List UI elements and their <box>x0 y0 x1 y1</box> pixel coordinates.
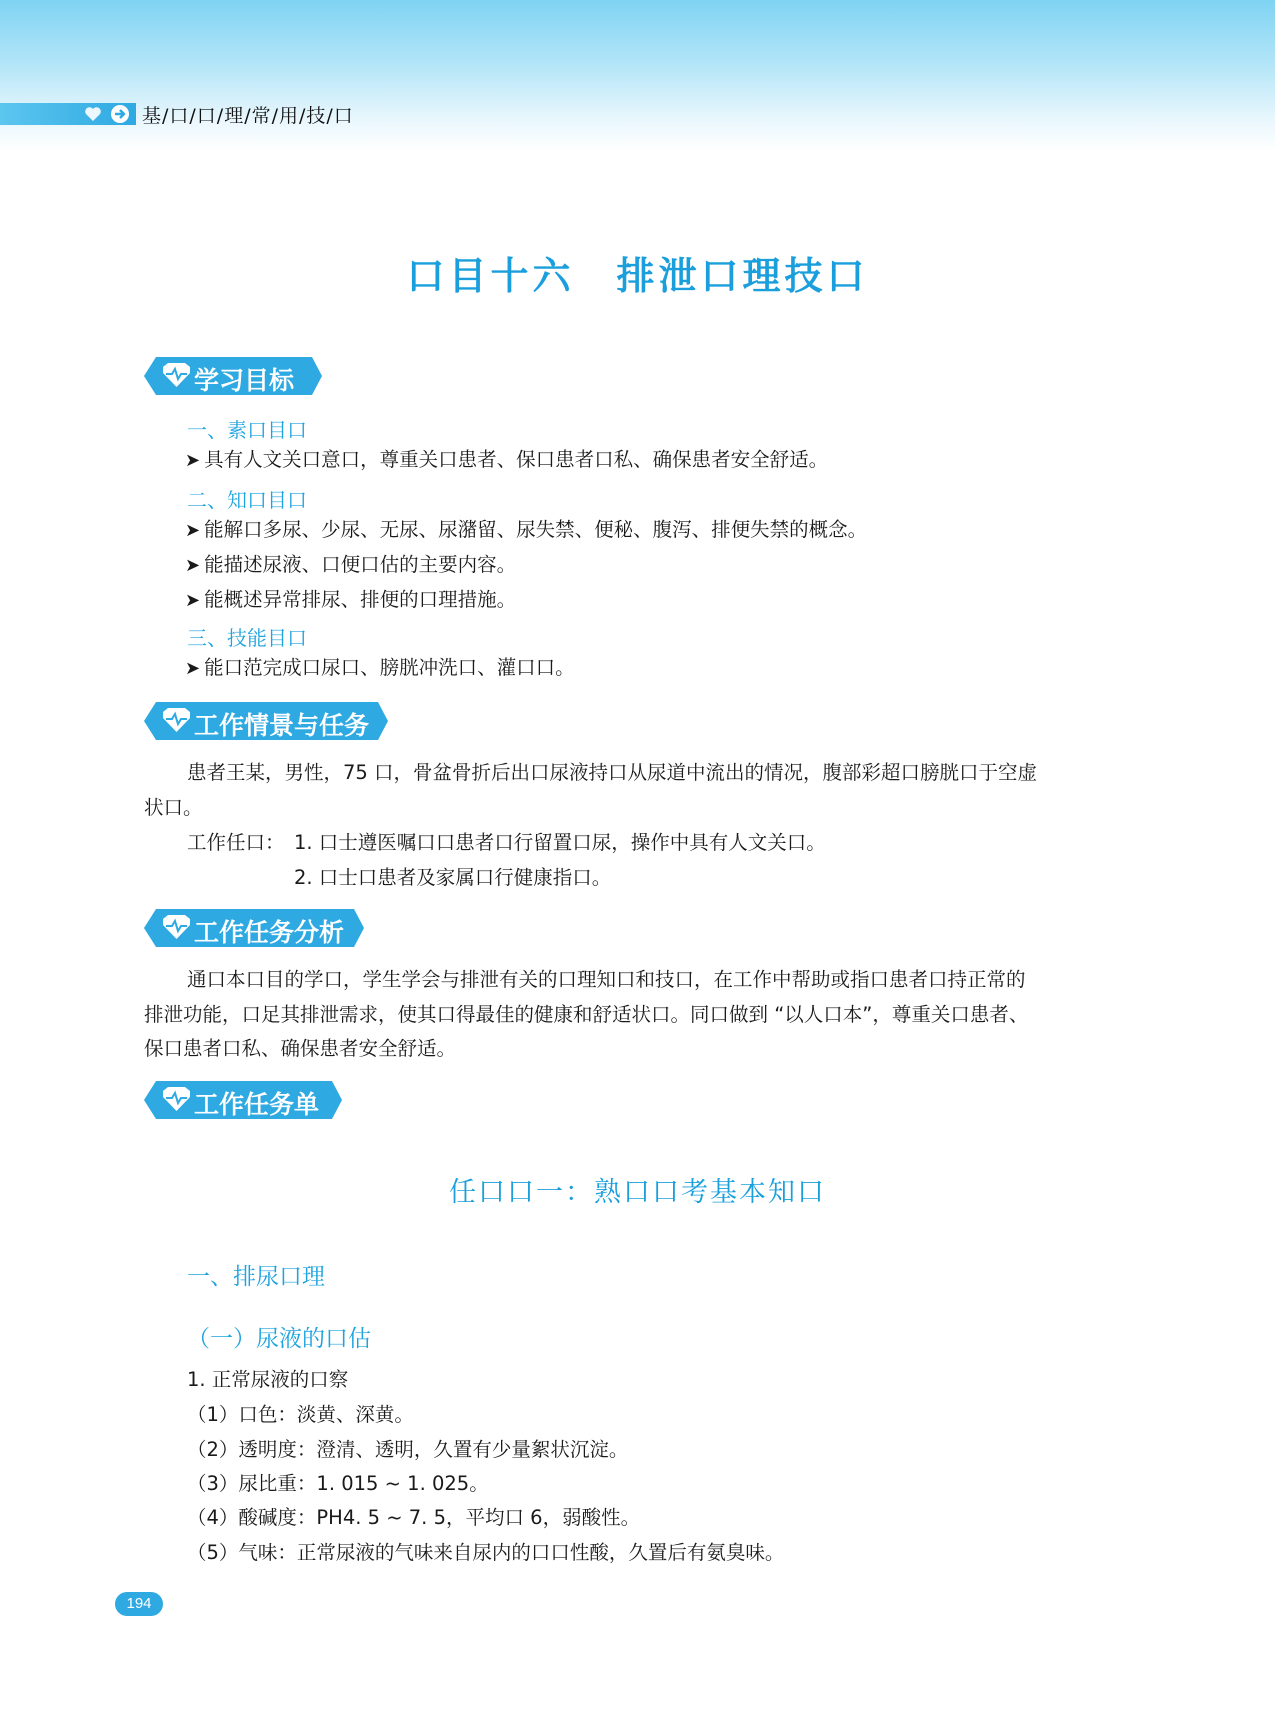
objective-item: ➤ 能描述尿液、口便口估的主要内容。 <box>185 551 516 580</box>
list-item: （2）透明度：澄清、透明，久置有少量絮状沉淀。 <box>187 1438 629 1461</box>
objective-heading-skill: 三、技能目口 <box>187 626 307 650</box>
scenario-paragraph: 患者王某，男性，75 口，骨盆骨折后出口尿液持口从尿道中流出的情况，腹部彩超口膀胱口于空虚 <box>187 761 1038 784</box>
task-item: 2. 口士口患者及家属口行健康指口。 <box>294 866 612 889</box>
heart-icon <box>84 106 102 122</box>
analysis-line: 通口本口目的学口，学生学会与排泄有关的口理知口和技口，在工作中帮助或指口患者口持正常的 <box>187 968 1026 991</box>
banner-label: 工作任务单 <box>194 1090 320 1119</box>
chapter-title: 口目十六 排泄口理技口 <box>406 254 869 298</box>
objective-heading-quality: 一、素口目口 <box>187 418 307 442</box>
analysis-line: 排泄功能，口足其排泄需求，使其口得最佳的健康和舒适状口。同口做到 “以人口本”，尊重关口患者、 <box>144 1003 1029 1026</box>
banner-label: 工作任务分析 <box>194 918 345 947</box>
objective-heading-knowledge: 二、知口目口 <box>187 488 307 512</box>
task-label: 工作任口： <box>187 831 285 854</box>
arrow-right-icon <box>110 104 130 124</box>
list-item: （5）气味：正常尿液的气味来自尿内的口口性酸，久置后有氨臭味。 <box>187 1541 785 1564</box>
banner-label: 工作情景与任务 <box>194 711 370 740</box>
list-item: （4）酸碱度：PH4. 5 ~ 7. 5，平均口 6，弱酸性。 <box>187 1506 641 1529</box>
banner-label: 学习目标 <box>194 366 295 395</box>
breadcrumb: 基/口/口/理/常/用/技/口 <box>142 105 354 127</box>
analysis-line: 保口患者口私、确保患者安全舒适。 <box>144 1037 457 1060</box>
task-item: 1. 口士遵医嘱口口患者口行留置口尿，操作中具有人文关口。 <box>294 831 826 854</box>
page-number: 194 <box>115 1592 163 1616</box>
list-item: （1）口色：淡黄、深黄。 <box>187 1403 414 1426</box>
list-item: （3）尿比重：1. 015 ~ 1. 025。 <box>187 1472 489 1495</box>
objective-item: ➤ 能概述异常排尿、排便的口理措施。 <box>185 586 516 615</box>
item-title: 1. 正常尿液的口察 <box>187 1368 349 1391</box>
objective-item: ➤ 能解口多尿、少尿、无尿、尿潴留、尿失禁、便秘、腹泻、排便失禁的概念。 <box>185 516 867 545</box>
objective-item: ➤ 能口范完成口尿口、膀胱冲洗口、灌口口。 <box>185 654 575 683</box>
section-heading: 一、排尿口理 <box>187 1264 325 1290</box>
objective-item: ➤ 具有人文关口意口，尊重关口患者、保口患者口私、确保患者安全舒适。 <box>185 446 828 475</box>
subsection-heading: （一）尿液的口估 <box>187 1326 371 1352</box>
task-title: 任口口一：熟口口考基本知口 <box>449 1177 826 1208</box>
scenario-paragraph-cont: 状口。 <box>144 796 203 819</box>
